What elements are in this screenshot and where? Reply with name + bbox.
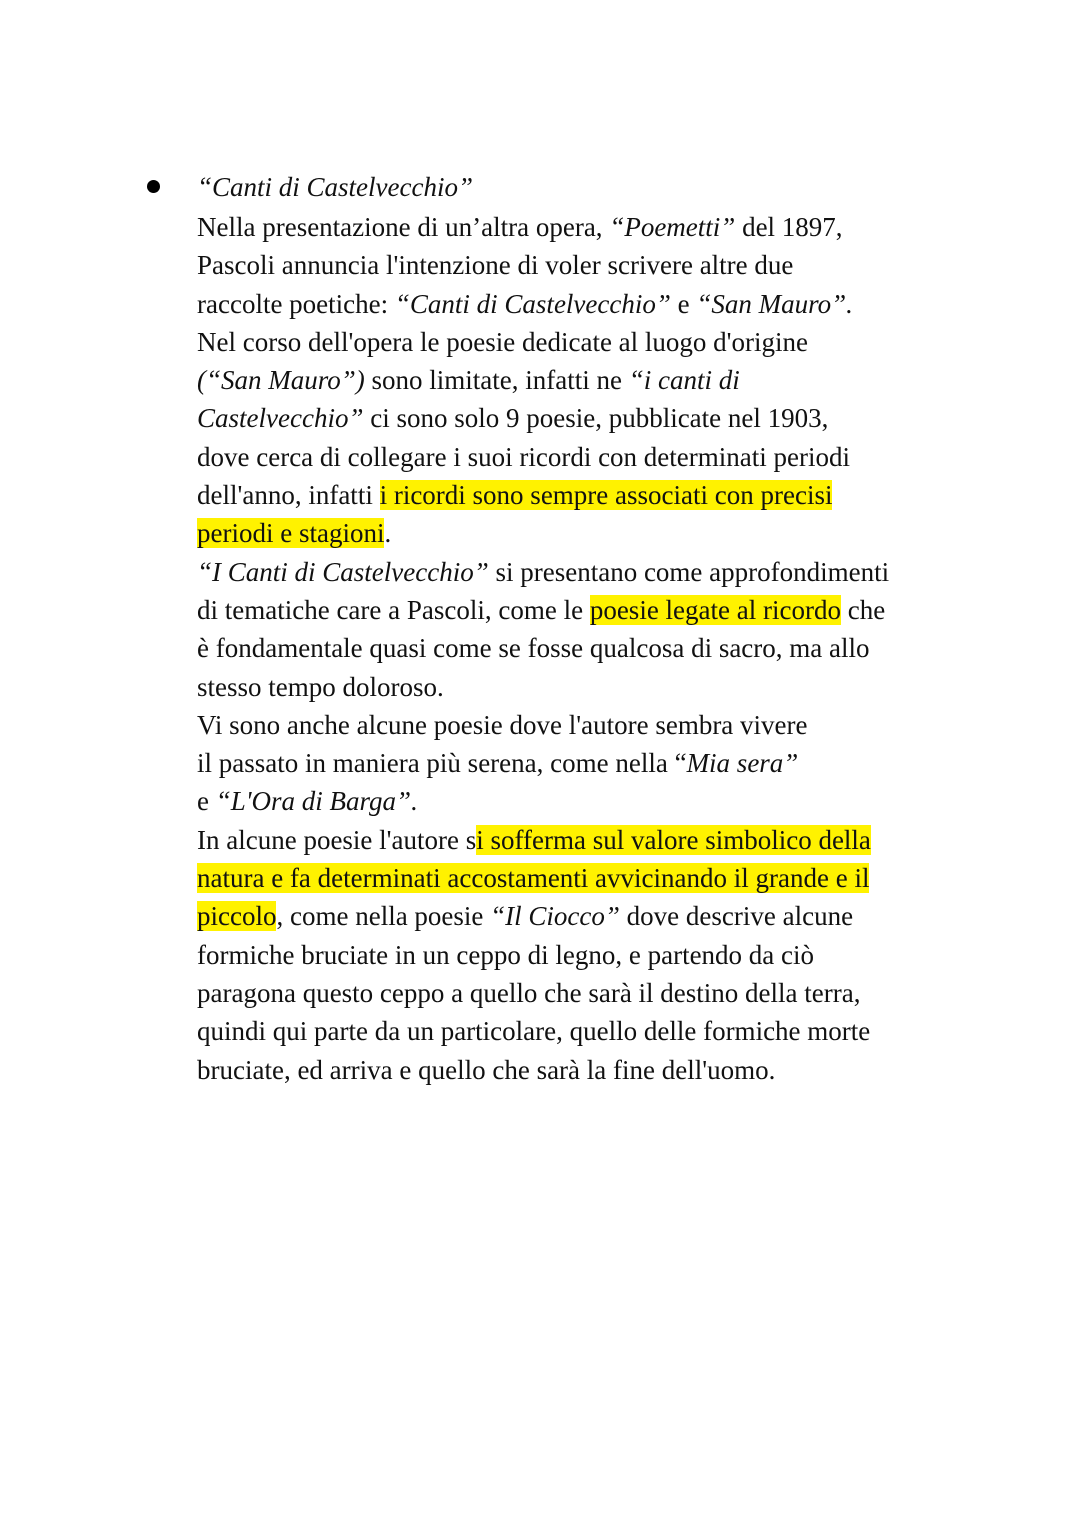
text-line — [197, 1012, 997, 1050]
bullet-point — [147, 180, 160, 193]
text-segment: Nel corso dell'opera le poesie dedicate al luogo d'origine — [197, 326, 809, 357]
italic-text: “Poemetti” — [609, 212, 736, 242]
text-line — [197, 438, 997, 476]
text-segment: è fondamentale quasi come se fosse qualcosa di sacro, ma allo — [197, 633, 870, 664]
text-segment: e — [197, 786, 216, 817]
text-line — [197, 744, 997, 782]
text-line — [197, 821, 997, 859]
text-line — [197, 974, 997, 1012]
text-segment: si presentano come approfondimenti — [488, 556, 890, 587]
text-segment: raccolte poetiche: — [197, 288, 395, 319]
text-segment: stesso tempo doloroso. — [197, 671, 444, 702]
italic-text: “L'Ora di Barga”. — [215, 786, 418, 817]
text-segment: dove cerca di collegare i suoi ricordi con determinati periodi — [197, 441, 850, 472]
text-line — [197, 936, 997, 974]
text-line — [197, 706, 997, 744]
text-segment: il passato in maniera più serena, come nella “ — [197, 748, 687, 779]
italic-text: Castelvecchio” — [197, 403, 364, 434]
text-line — [197, 1051, 997, 1089]
text-line — [197, 285, 997, 323]
text-segment: formiche bruciate in un ceppo di legno, e partendo da ciò — [197, 939, 815, 970]
italic-text: “Il Ciocco” — [490, 901, 620, 932]
text-line — [197, 323, 997, 361]
text-segment: ci sono solo 9 poesie, pubblicate nel 1903, — [363, 403, 829, 434]
text-line — [197, 476, 997, 514]
text-segment: di tematiche care a Pascoli, come le — [197, 594, 590, 625]
italic-text: “I Canti di Castelvecchio” — [197, 556, 489, 587]
section-body — [197, 208, 997, 1089]
italic-text: “San Mauro”. — [696, 288, 853, 319]
highlighted-text: piccolo — [197, 901, 277, 932]
highlighted-text: natura e fa determinati accostamenti avvicinando il grande e il — [197, 863, 870, 894]
text-segment: Pascoli annuncia l'intenzione di voler scrivere altre due — [197, 250, 794, 281]
italic-text: (“San Mauro”) — [197, 365, 365, 396]
text-segment: Vi sono anche alcune poesie dove l'autore sembra vivere — [197, 709, 808, 740]
text-line — [197, 399, 997, 437]
text-segment: sono limitate, infatti ne — [364, 365, 629, 396]
highlighted-text: i ricordi sono sempre associati con precisi — [379, 480, 833, 511]
text-segment: . — [384, 518, 392, 549]
text-segment: In alcune poesie l'autore s — [197, 824, 477, 855]
text-segment: e — [670, 288, 697, 319]
italic-text: “Canti di Castelvecchio” — [394, 288, 671, 319]
text-segment: del 1897, — [735, 212, 843, 242]
text-line — [197, 514, 997, 552]
text-line — [197, 361, 997, 399]
italic-text: Mia sera” — [686, 748, 799, 779]
text-line — [197, 668, 997, 706]
highlighted-text: poesie legate al ricordo — [589, 594, 841, 625]
italic-text: “i canti di — [628, 365, 740, 396]
text-line — [197, 859, 997, 897]
text-segment: quindi qui parte da un particolare, quello delle formiche morte — [197, 1016, 871, 1047]
highlighted-text: periodi e stagioni — [197, 518, 385, 549]
text-segment: bruciate, ed arriva e quello che sarà la fine dell'uomo. — [197, 1054, 776, 1085]
text-segment: dove descrive alcune — [619, 901, 854, 932]
text-segment: che — [840, 594, 886, 625]
text-line — [197, 553, 997, 591]
text-segment: paragona questo ceppo a quello che sarà il destino della terra, — [197, 977, 861, 1008]
text-segment: dell'anno, infatti — [197, 480, 380, 511]
text-line — [197, 629, 997, 667]
highlighted-text: i sofferma sul valore simbolico della — [476, 824, 871, 855]
text-segment: Nella presentazione di un’altra opera, — [197, 212, 610, 242]
text-line — [197, 591, 997, 629]
text-line — [197, 897, 997, 935]
text-line — [197, 246, 997, 284]
text-line — [197, 782, 997, 820]
section-title: “Canti di Castelvecchio” — [197, 172, 473, 202]
text-line — [197, 208, 997, 246]
text-segment: , come nella poesie — [276, 901, 491, 932]
